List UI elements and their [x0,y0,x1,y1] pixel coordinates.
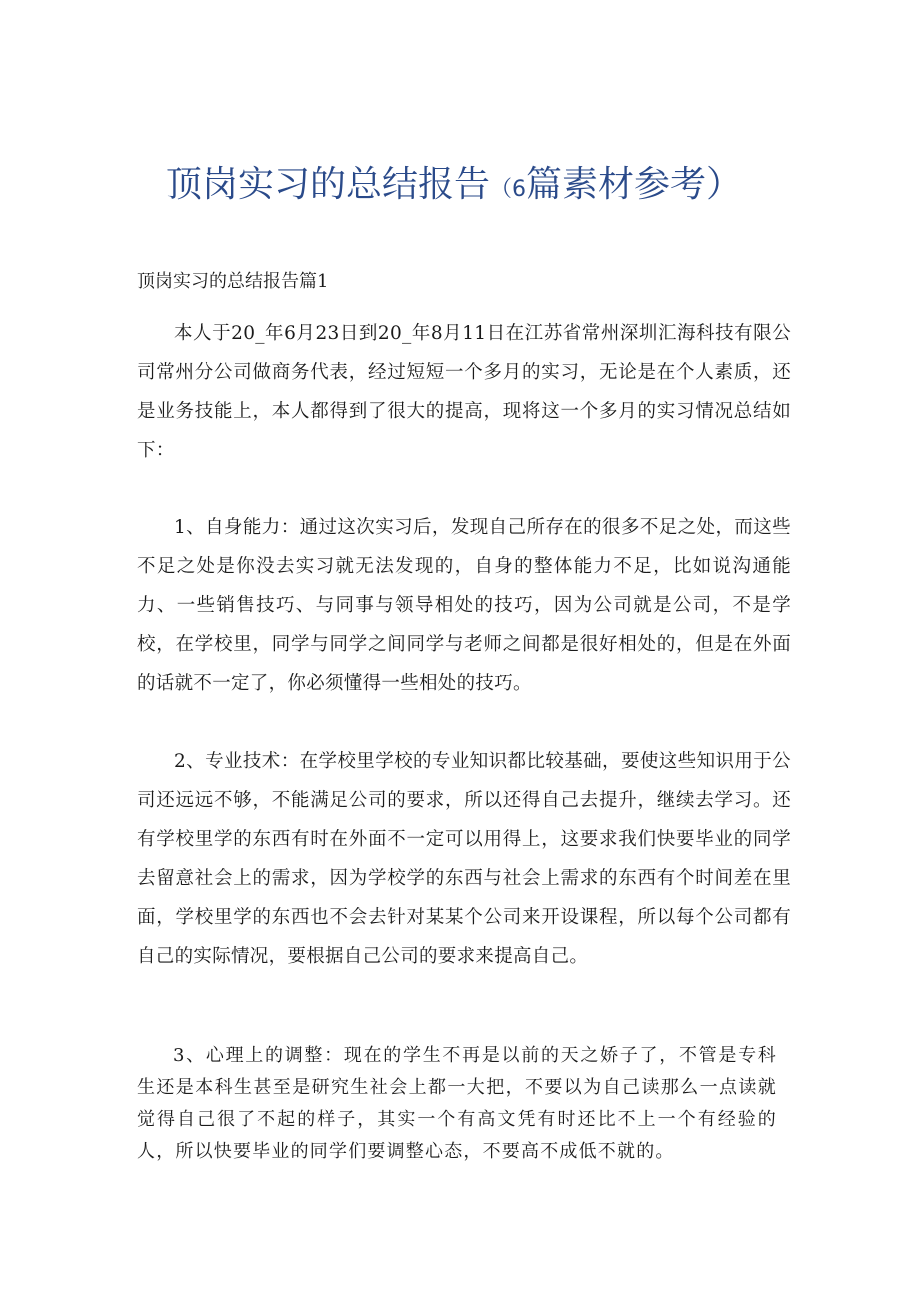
section-heading: 顶岗实习的总结报告篇1 [137,271,329,292]
paragraph-professional-skills: 2、专业技术：在学校里学校的专业知识都比较基础，要使这些知识用于公司还远远不够，不能满足公司的要求，所以还得自己去提升，继续去学习。还有学校里学的东西有时在外面不一定可以用得上，这要求我们快要毕业的同学去留意社会上的需求，因为学校学的东西与社会上需求的东西有个时间差在里面，学校里学的东西也不会去针对某某个公司来开设课程，所以每个公司都有自己的实际情况，要根据自己公司的要求来提高自己。 [137,751,791,967]
title-paren-open: （ [490,177,513,202]
document-title [166,163,766,212]
title-count: 6 [512,177,527,202]
paragraph-mental-adjustment: 3、心理上的调整：现在的学生不再是以前的天之娇子了，不管是专科生还是本科生甚至是研究生社会上都一大把，不要以为自己读那么一点读就觉得自己很了不起的样子，其实一个有高文凭有时还比不上一个有经验的人，所以快要毕业的同学们要调整心态，不要高不成低不就的。 [137,1045,777,1162]
paragraph-intro: 本人于20_年6月23日到20_年8月11日在江苏省常州深圳汇海科技有限公司常州分公司做商务代表，经过短短一个多月的实习，无论是在个人素质，还是业务技能上，本人都得到了很大的提高，现将这一个多月的实习情况总结如下： [137,323,791,461]
title-main: 顶岗实习的总结报告 [166,164,491,205]
title-rest: 篇素材参考） [526,164,743,205]
paragraph-self-ability: 1、自身能力：通过这次实习后，发现自己所存在的很多不足之处，而这些不足之处是你没去实习就无法发现的，自身的整体能力不足，比如说沟通能力、一些销售技巧、与同事与领导相处的技巧，因为公司就是公司，不是学校，在学校里，同学与同学之间同学与老师之间都是很好相处的，但是在外面的话就不一定了，你必须懂得一些相处的技巧。 [137,517,791,694]
